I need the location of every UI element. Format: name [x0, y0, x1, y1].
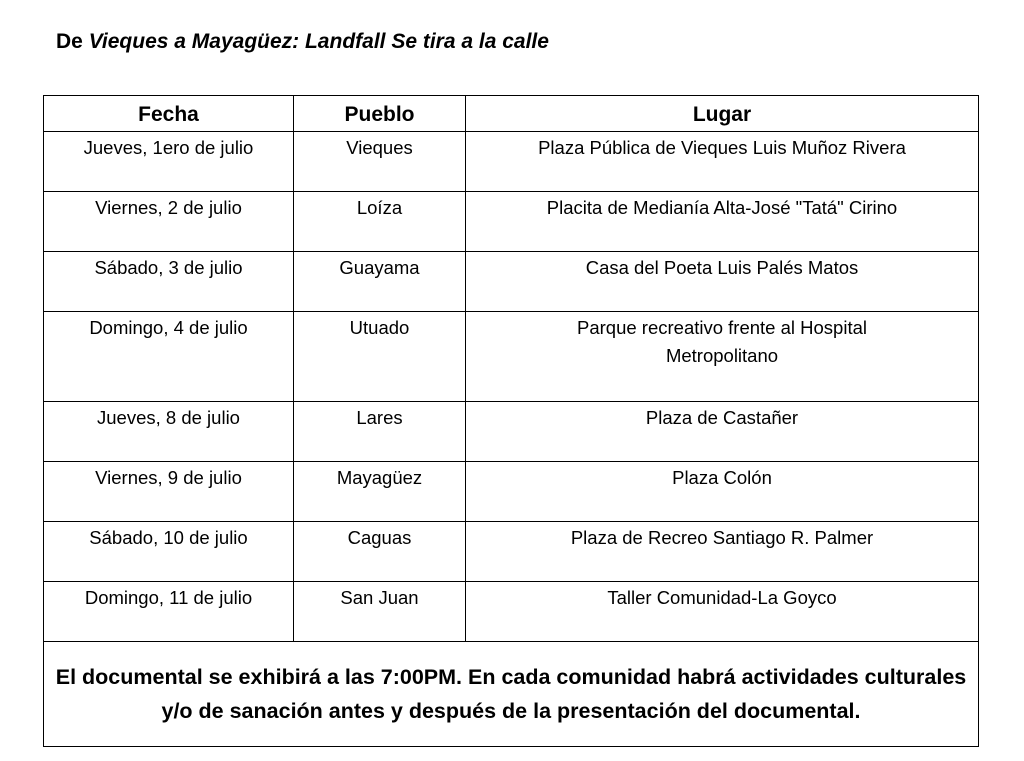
title-italic: Vieques a Mayagüez: Landfall Se tira a la calle: [88, 30, 549, 53]
header-lugar: Lugar: [466, 96, 979, 132]
header-pueblo: Pueblo: [294, 96, 466, 132]
cell-fecha: Sábado, 3 de julio: [44, 252, 294, 312]
cell-pueblo: Vieques: [294, 132, 466, 192]
cell-pueblo: Lares: [294, 402, 466, 462]
cell-pueblo: Utuado: [294, 312, 466, 402]
schedule-table: [43, 95, 979, 747]
cell-pueblo: Caguas: [294, 522, 466, 582]
cell-pueblo: Guayama: [294, 252, 466, 312]
cell-fecha: Sábado, 10 de julio: [44, 522, 294, 582]
cell-lugar: Plaza de Recreo Santiago R. Palmer: [466, 522, 979, 582]
table-row: [44, 522, 979, 582]
table-row: [44, 132, 979, 192]
cell-lugar: Placita de Medianía Alta-José "Tatá" Cirino: [466, 192, 979, 252]
cell-pueblo: San Juan: [294, 582, 466, 642]
footer-note: El documental se exhibirá a las 7:00PM. En cada comunidad habrá actividades culturales y/o de sanación antes y después de la presentación del documental.: [44, 642, 979, 747]
cell-fecha: Viernes, 9 de julio: [44, 462, 294, 522]
table-row: [44, 402, 979, 462]
table-row: [44, 462, 979, 522]
cell-lugar: Parque recreativo frente al Hospital Metropolitano: [466, 312, 979, 402]
header-fecha: Fecha: [44, 96, 294, 132]
cell-fecha: Jueves, 1ero de julio: [44, 132, 294, 192]
document-title: [56, 30, 549, 54]
cell-lugar: Plaza de Castañer: [466, 402, 979, 462]
cell-lugar: Plaza Colón: [466, 462, 979, 522]
cell-fecha: Domingo, 11 de julio: [44, 582, 294, 642]
header-row: [44, 96, 979, 132]
cell-lugar: Casa del Poeta Luis Palés Matos: [466, 252, 979, 312]
footer-row: [44, 642, 979, 747]
table-row: [44, 192, 979, 252]
cell-fecha: Jueves, 8 de julio: [44, 402, 294, 462]
table-row: [44, 582, 979, 642]
table-row: [44, 252, 979, 312]
title-prefix: De: [56, 30, 89, 53]
cell-lugar: Plaza Pública de Vieques Luis Muñoz Rivera: [466, 132, 979, 192]
table-row: [44, 312, 979, 402]
cell-lugar: Taller Comunidad-La Goyco: [466, 582, 979, 642]
cell-pueblo: Loíza: [294, 192, 466, 252]
cell-pueblo: Mayagüez: [294, 462, 466, 522]
cell-fecha: Domingo, 4 de julio: [44, 312, 294, 402]
cell-fecha: Viernes, 2 de julio: [44, 192, 294, 252]
